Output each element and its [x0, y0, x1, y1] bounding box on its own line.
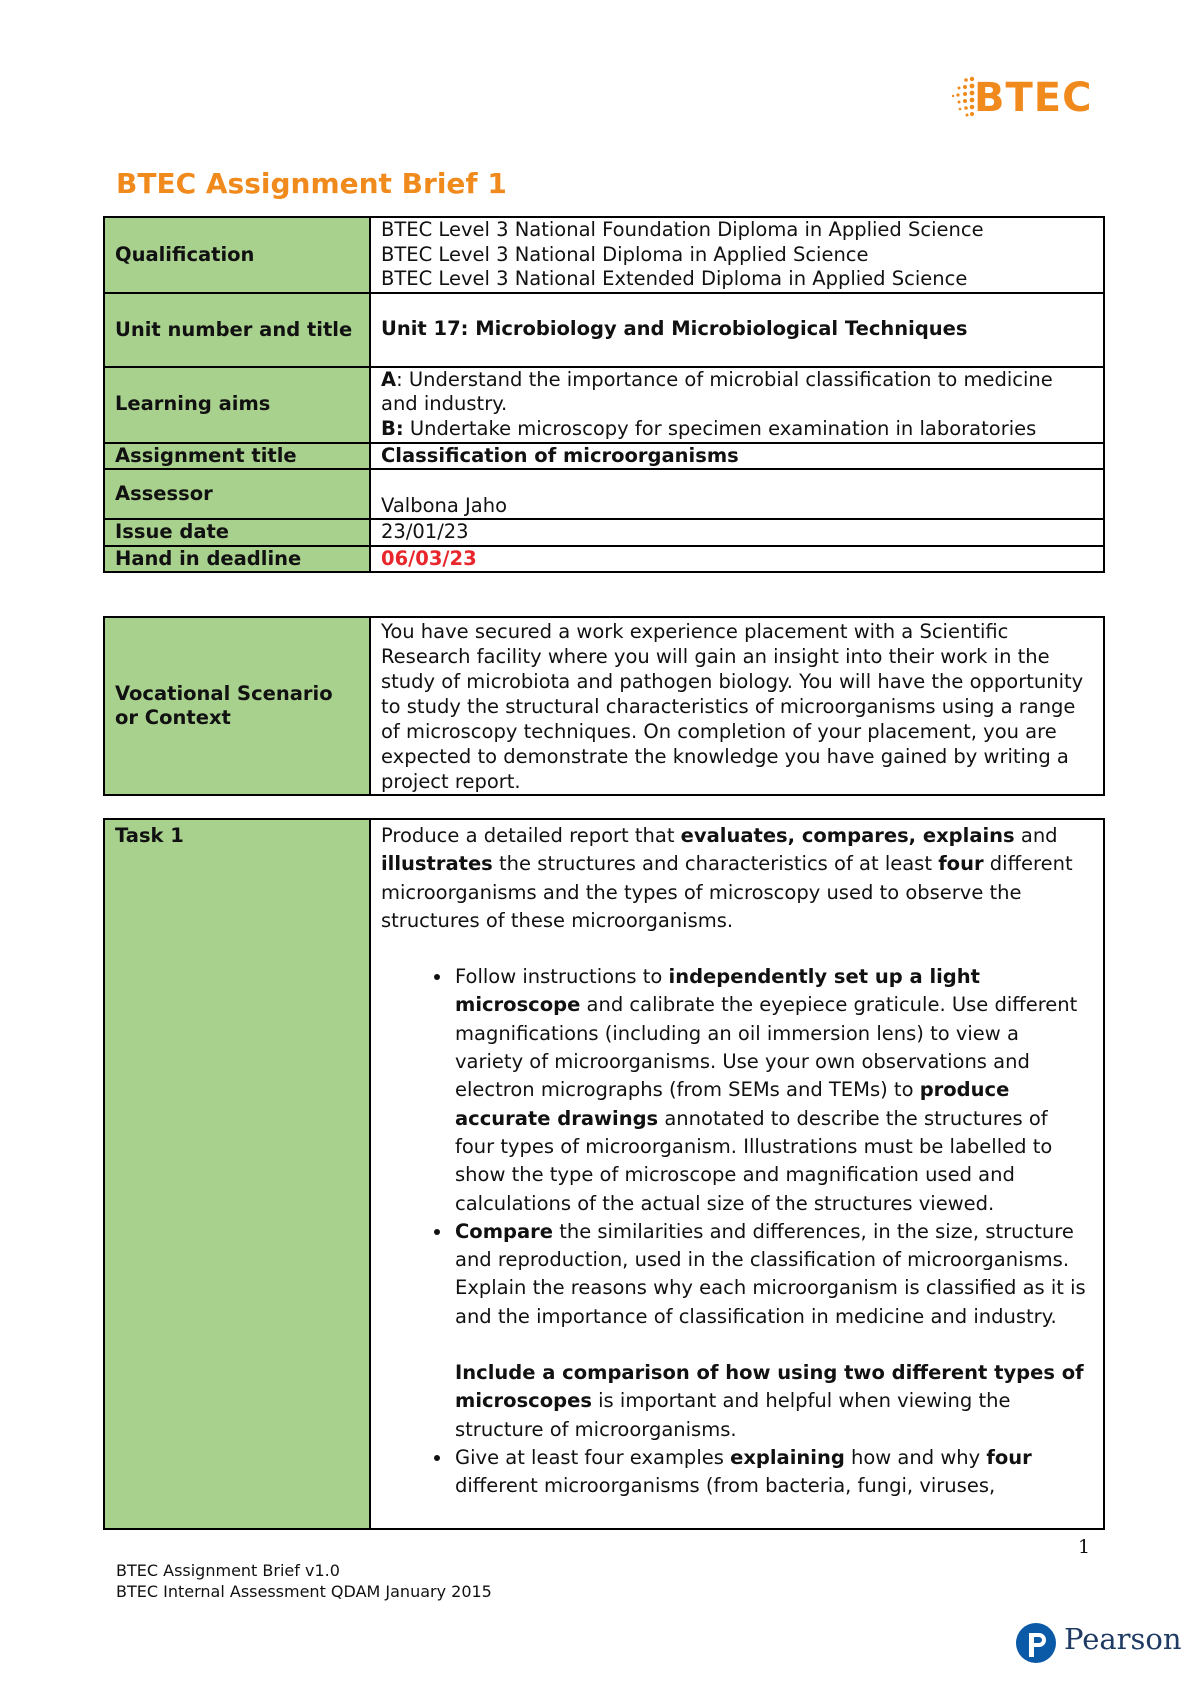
list-item: • Compare the similarities and differences, in the size, structure and reproduction, used in the classification of microorganisms. Explain the reasons why each microorganism is classified as it is and the importance of classification in medicine and industry. Include a comparison of how using two different types of microscopes is important and helpful when viewing the structure of microorganisms. — [453, 1218, 1093, 1444]
learning-aim-b: B: Undertake microscopy for specimen examination in laboratories — [381, 416, 1037, 440]
learning-aim-a: A: Understand the importance of microbial classification to medicine and industry. — [381, 367, 1053, 416]
page-footer — [116, 1560, 492, 1602]
qualification-label: Qualification — [104, 217, 370, 293]
qualification-line: BTEC Level 3 National Extended Diploma in Applied Science — [381, 267, 968, 290]
footer-line: BTEC Internal Assessment QDAM January 2015 — [116, 1582, 492, 1601]
qualification-value — [370, 217, 1104, 293]
unit-label: Unit number and title — [104, 293, 370, 367]
learning-aims-label: Learning aims — [104, 367, 370, 443]
assignment-title-value: Classification of microorganisms — [370, 443, 1104, 470]
pearson-logo: Pearson — [1012, 1618, 1182, 1668]
document-title: BTEC Assignment Brief 1 — [116, 167, 507, 200]
qualification-line: BTEC Level 3 National Foundation Diploma in Applied Science — [381, 218, 984, 241]
scenario-label: Vocational Scenario or Context — [104, 617, 370, 795]
deadline-value: 06/03/23 — [370, 546, 1104, 573]
task-table — [103, 818, 1105, 1530]
comparison-note: Include a comparison of how using two different types of microscopes is important and helpful when viewing the structure of microorganisms. — [455, 1361, 1084, 1441]
task-1-description — [370, 819, 1104, 1529]
task-bullet-list — [381, 963, 1093, 1500]
page-number: 1 — [1078, 1536, 1091, 1558]
list-item: • Give at least four examples explaining how and why four different microorganisms (from bacteria, fungi, viruses, — [453, 1444, 1093, 1501]
footer-line: BTEC Assignment Brief v1.0 — [116, 1561, 340, 1580]
assessor-label: Assessor — [104, 469, 370, 519]
assignment-title-label: Assignment title — [104, 443, 370, 470]
btec-logo-dots-icon — [950, 76, 976, 118]
task-1-label: Task 1 — [104, 819, 370, 1529]
scenario-text: You have secured a work experience placement with a Scientific Research facility where you will gain an insight into their work in the study of microbiota and pathogen biology. You will have the opportunity to study the structural characteristics of microorganisms using a range of microscopy techniques. On completion of your placement, you are expected to demonstrate the knowledge you have gained by writing a project report. — [370, 617, 1104, 795]
scenario-table — [103, 616, 1105, 796]
issue-date-label: Issue date — [104, 519, 370, 546]
learning-aims-value — [370, 367, 1104, 443]
btec-logo: BTEC — [974, 75, 1093, 121]
qualification-line: BTEC Level 3 National Diploma in Applied Science — [381, 242, 869, 266]
assessor-value: Valbona Jaho — [370, 469, 1104, 519]
task-intro: Produce a detailed report that evaluates, compares, explains and illustrates the structures and characteristics of at least four different microorganisms and the types of microscopy used to observe the structures of these microorganisms. — [381, 824, 1073, 932]
unit-value: Unit 17: Microbiology and Microbiological Techniques — [370, 293, 1104, 367]
issue-date-value: 23/01/23 — [370, 519, 1104, 546]
deadline-label: Hand in deadline — [104, 546, 370, 573]
list-item: • Follow instructions to independently set up a light microscope and calibrate the eyepiece graticule. Use different magnifications (including an oil immersion lens) to view a variety of microorganisms. Use your own observations and electron micrographs (from SEMs and TEMs) to produce accurate drawings annotated to describe the structures of four types of microorganism. Illustrations must be labelled to show the type of microscope and magnification used and calculations of the actual size of the structures viewed. — [453, 963, 1093, 1218]
assignment-details-table — [103, 216, 1105, 573]
